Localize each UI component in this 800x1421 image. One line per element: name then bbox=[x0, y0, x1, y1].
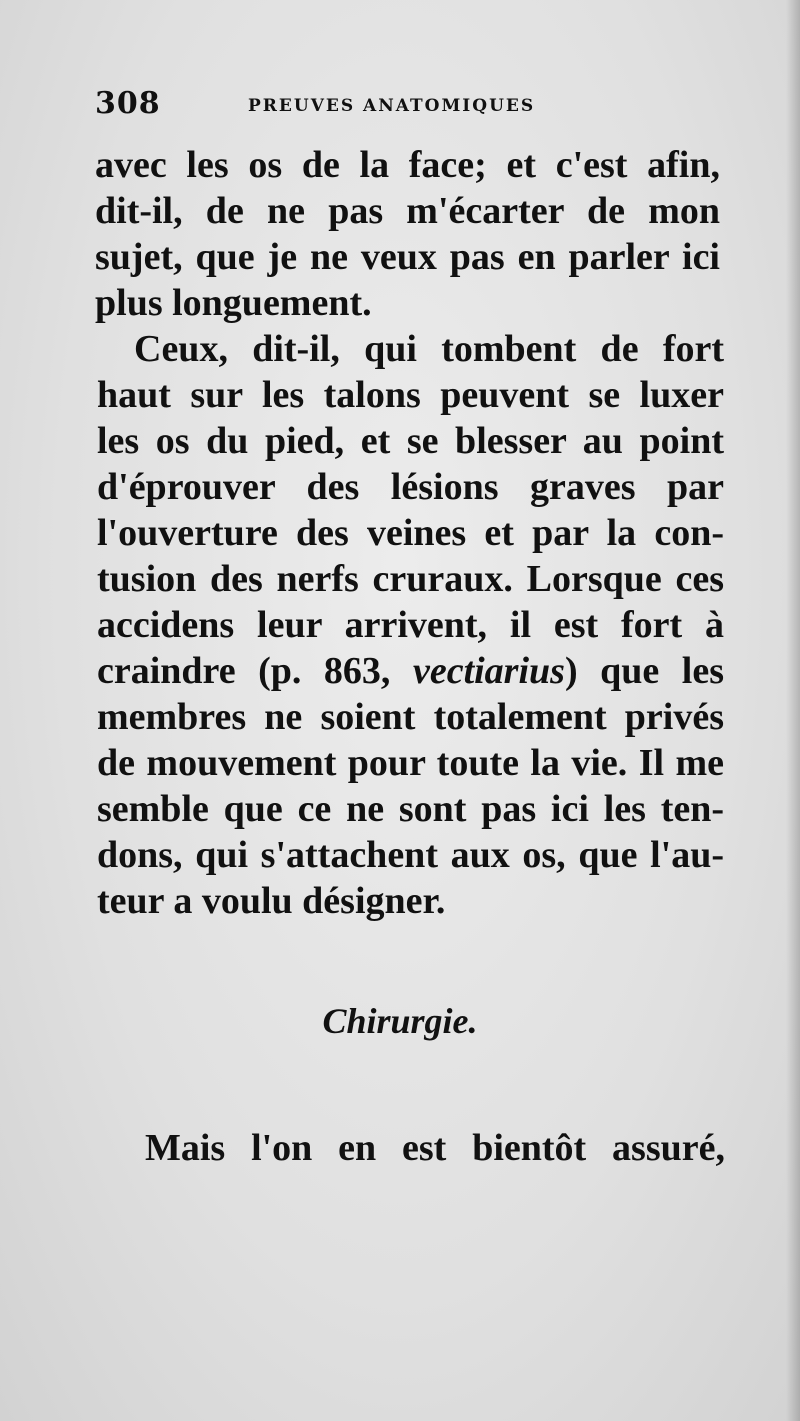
page-header bbox=[95, 86, 715, 126]
text-line: membres ne soient totalement privés bbox=[97, 696, 724, 738]
text-line: les os du pied, et se blesser au point bbox=[97, 420, 724, 462]
text-line-with-italic bbox=[97, 648, 724, 694]
text-line: dons, qui s'attachent aux os, que l'au- bbox=[97, 834, 724, 876]
section-title: Chirurgie. bbox=[322, 1001, 478, 1041]
text-line: semble que ce ne sont pas ici les ten- bbox=[97, 788, 724, 830]
text-line: l'ouverture des veines et par la con- bbox=[97, 512, 724, 554]
page-edge-shadow bbox=[786, 0, 800, 1421]
text-line: teur a voulu désigner. bbox=[97, 880, 446, 922]
text-line: d'éprouver des lésions graves par bbox=[97, 466, 724, 508]
text-line: haut sur les talons peuvent se luxer bbox=[97, 374, 724, 416]
text-line: Ceux, dit-il, qui tombent de fort bbox=[134, 328, 724, 370]
line-end: ) que les bbox=[564, 650, 724, 692]
text-line: tusion des nerfs cruraux. Lorsque ces bbox=[97, 558, 724, 600]
running-head: PREUVES ANATOMIQUES bbox=[248, 96, 536, 116]
catchline: Mais l'on en est bientôt assuré, bbox=[145, 1127, 725, 1169]
text-line: dit-il, de ne pas m'écarter de mon bbox=[95, 190, 720, 232]
text-line: avec les os de la face; et c'est afin, bbox=[95, 144, 720, 186]
text-line: plus longuement. bbox=[95, 282, 372, 324]
text-line: accidens leur arrivent, il est fort à bbox=[97, 604, 724, 646]
text-line: de mouvement pour toute la vie. Il me bbox=[97, 742, 724, 784]
page-number: 308 bbox=[95, 86, 161, 121]
line-start: craindre (p. 863, bbox=[97, 650, 413, 692]
text-line: sujet, que je ne veux pas en parler ici bbox=[95, 236, 720, 278]
italic-word: vectiarius bbox=[412, 650, 565, 692]
